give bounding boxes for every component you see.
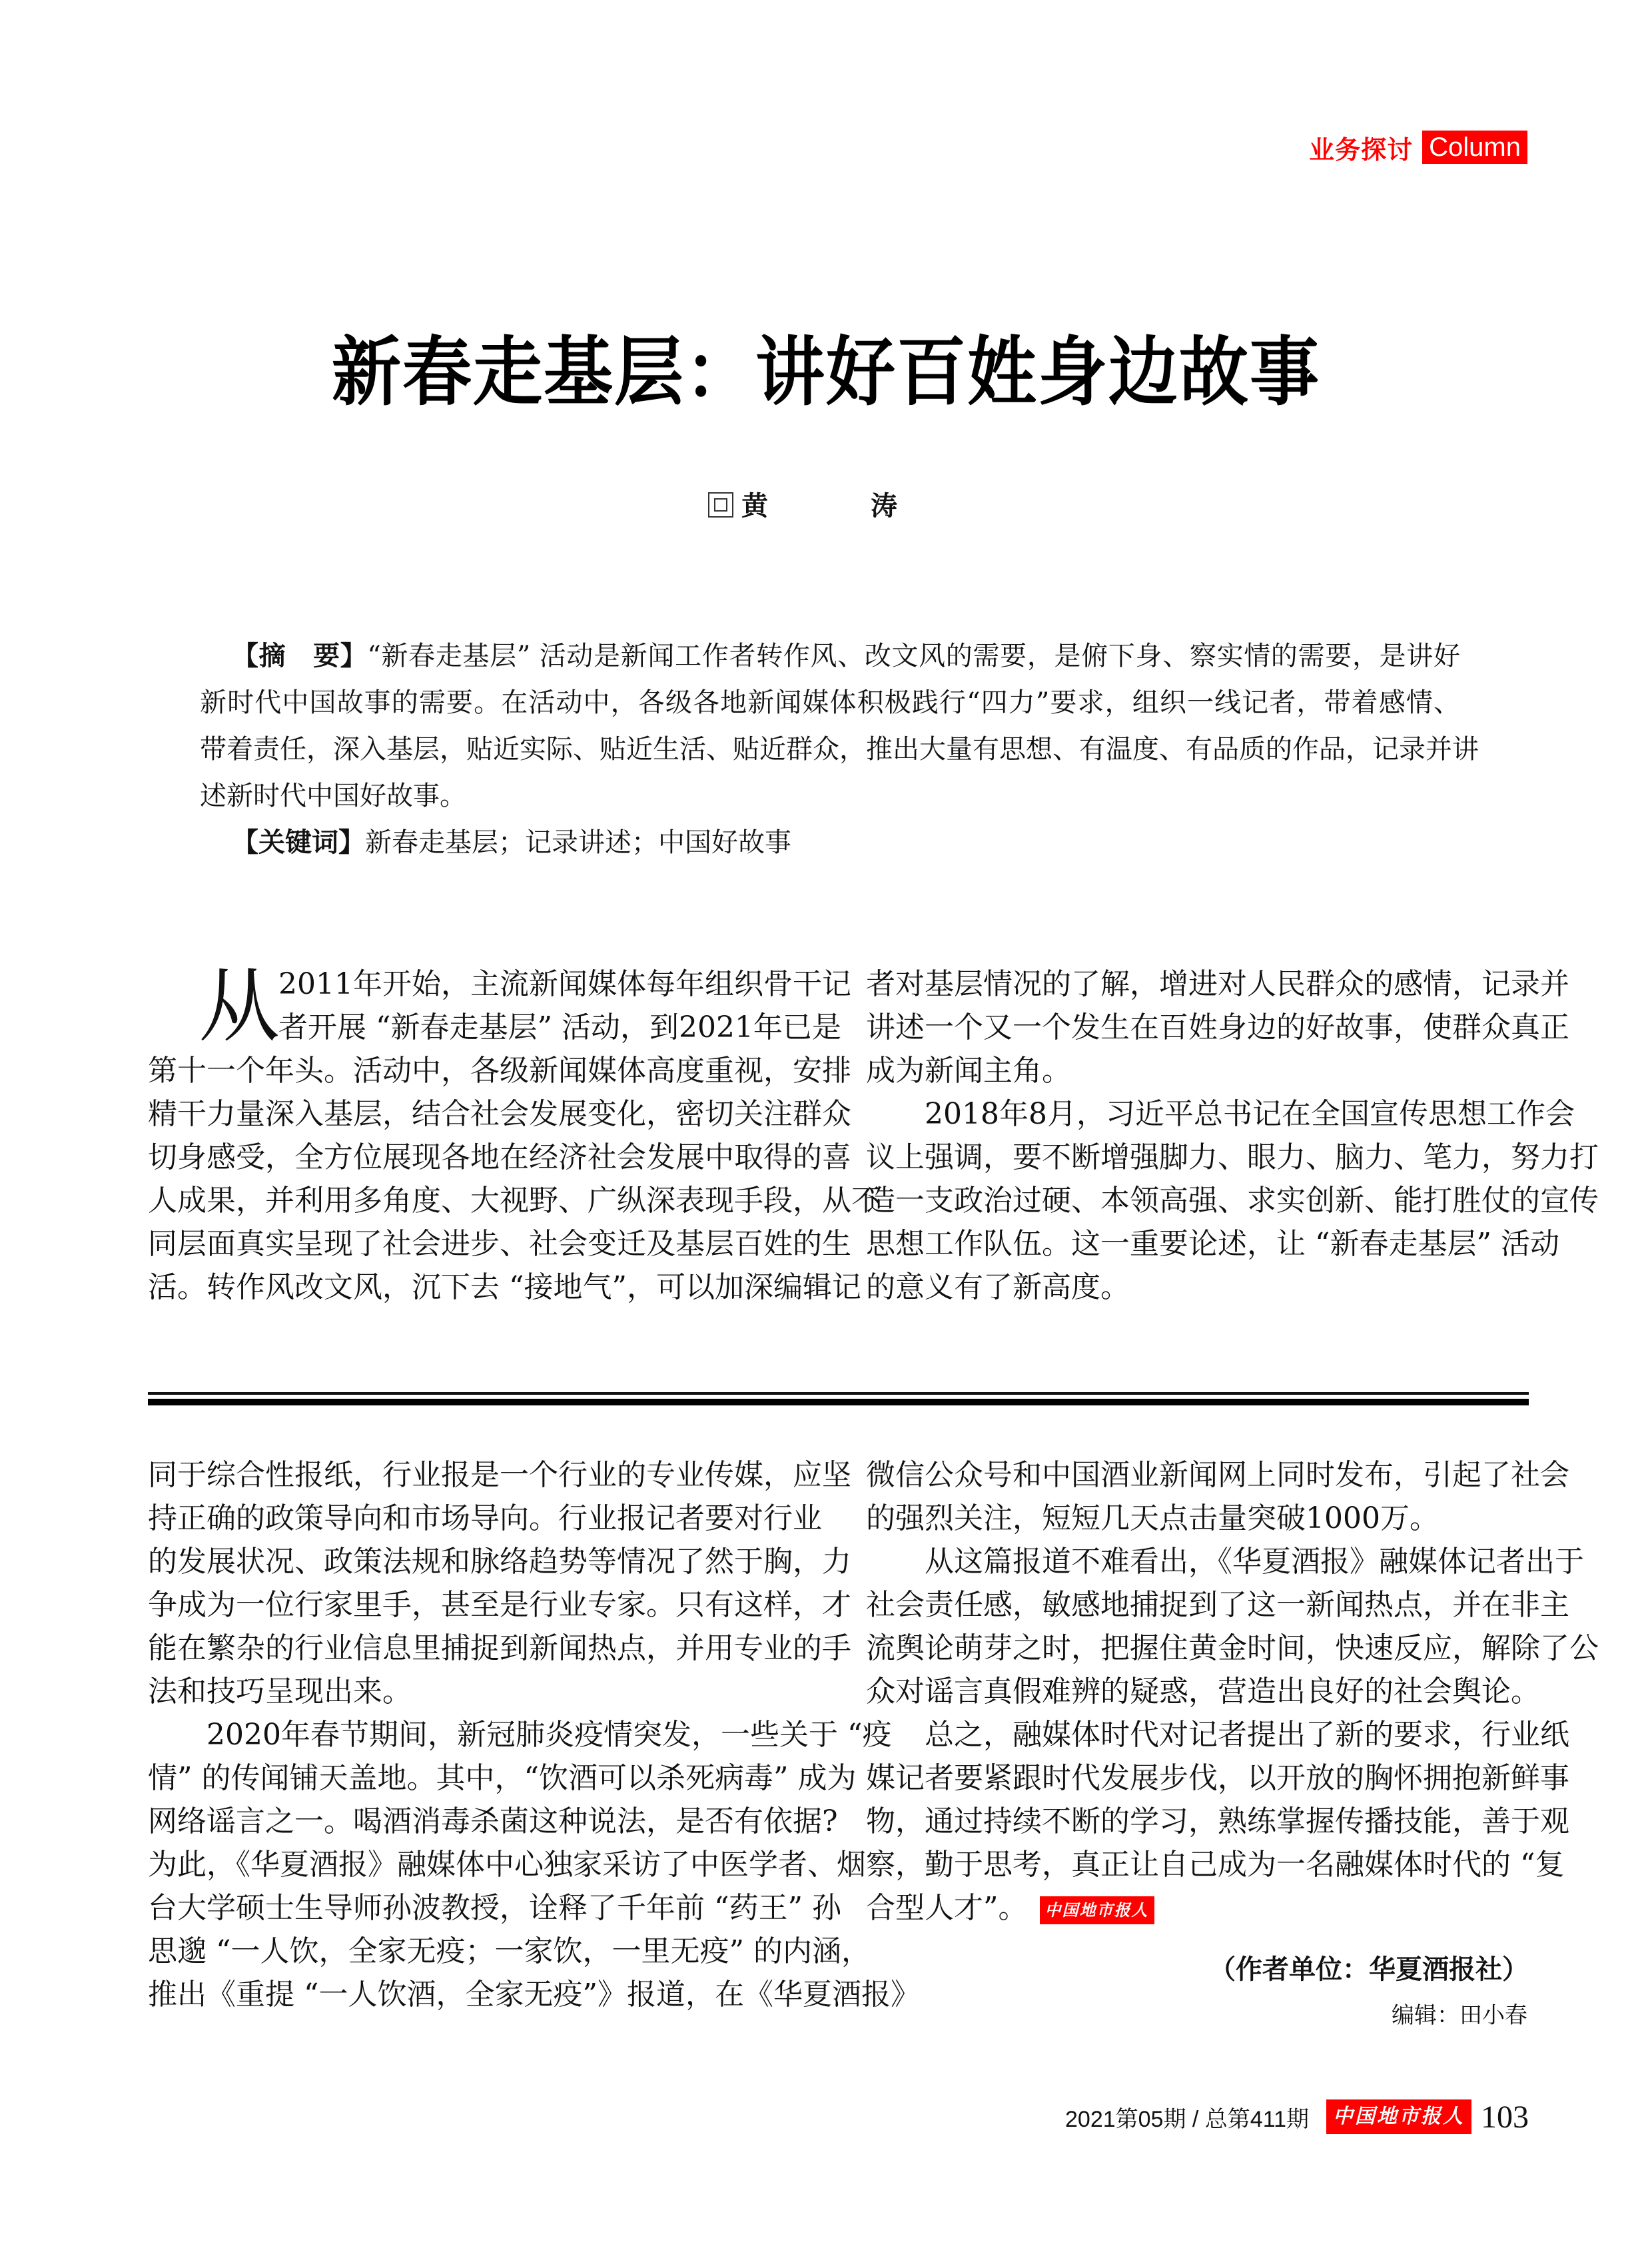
dropcap: 从 — [199, 959, 280, 1054]
body-line: 社会责任感，敏感地捕捉到了这一新闻热点，并在非主 — [866, 1588, 1569, 1622]
section-label-column: Column — [1422, 131, 1527, 164]
abstract-line — [200, 633, 1460, 679]
body-line: 活。转作风改文风，沉下去 “接地气”，可以加深编辑记 — [148, 1270, 861, 1304]
body-line: 思邈 “一人饮，全家无疫；一家饮，一里无疫” 的内涵， — [148, 1934, 871, 1968]
body-line: 者对基层情况的了解，增进对人民群众的感情，记录并 — [866, 967, 1569, 1001]
body-line: 总之，融媒体时代对记者提出了新的要求，行业纸 — [925, 1718, 1569, 1752]
author-affiliation: （作者单位：华夏酒报社） — [1209, 1954, 1529, 1985]
body-line: 法和技巧呈现出来。 — [148, 1675, 412, 1708]
abstract-label: 【摘 要】 — [232, 641, 368, 671]
body-line: 争成为一位行家里手，甚至是行业专家。只有这样，才 — [148, 1588, 851, 1622]
body-line: 网络谣言之一。喝酒消毒杀菌这种说法，是否有依据? — [148, 1804, 838, 1838]
section-tag — [1309, 131, 1527, 164]
abstract-line: 带着责任，深入基层，贴近实际、贴近生活、贴近群众，推出大量有思想、有温度、有品质的作品，记录并讲 — [200, 734, 1479, 765]
body-line: 第十一个年头。活动中，各级新闻媒体高度重视，安排 — [148, 1054, 851, 1088]
double-square-icon — [708, 492, 733, 518]
editor-credit: 编辑：田小春 — [1392, 2002, 1527, 2029]
body-line: 从这篇报道不难看出，《华夏酒报》融媒体记者出于 — [925, 1545, 1584, 1579]
abstract-line: 述新时代中国好故事。 — [200, 781, 466, 811]
body-line: 思想工作队伍。这一重要论述，让 “新春走基层” 活动 — [866, 1227, 1559, 1261]
page-footer — [1065, 2098, 1529, 2135]
body-line: 精干力量深入基层，结合社会发展变化，密切关注群众 — [148, 1097, 851, 1131]
body-line: 为此，《华夏酒报》融媒体中心独家采访了中医学者、烟 — [148, 1848, 866, 1882]
body-line: 物，通过持续不断的学习，熟练掌握传播技能，善于观 — [866, 1804, 1569, 1838]
body-line: 的发展状况、政策法规和脉络趋势等情况了然于胸，力 — [148, 1545, 851, 1579]
body-line: 持正确的政策导向和市场导向。行业报记者要对行业 — [148, 1501, 822, 1535]
publication-logo: 中国地市报人 — [1326, 2099, 1471, 2134]
author-line — [0, 485, 1652, 523]
body-line: 推出《重提 “一人饮酒，全家无疫”》报道，在《华夏酒报》 — [148, 1978, 920, 2012]
body-line: 2011年开始，主流新闻媒体每年组织骨干记 — [278, 967, 851, 1001]
body-line-text: 合型人才”。 — [866, 1891, 1028, 1925]
author-name: 黄 涛 — [741, 491, 944, 522]
body-line: 议上强调，要不断增强脚力、眼力、脑力、笔力，努力打 — [866, 1140, 1599, 1174]
body-line: 成为新闻主角。 — [866, 1054, 1071, 1088]
keywords-label: 【关键词】 — [232, 827, 365, 858]
issue-info: 2021第05期 / 总第411期 — [1065, 2106, 1309, 2132]
keywords-text: 新春走基层；记录讲述；中国好故事 — [365, 827, 791, 858]
body-line: 者开展 “新春走基层” 活动，到2021年已是 — [278, 1010, 841, 1044]
body-line: 能在繁杂的行业信息里捕捉到新闻热点，并用专业的手 — [148, 1631, 851, 1665]
body-line: 情” 的传闻铺天盖地。其中，“饮酒可以杀死病毒” 成为 — [148, 1761, 857, 1795]
body-line: 切身感受，全方位展现各地在经济社会发展中取得的喜 — [148, 1140, 851, 1174]
end-mark-logo: 中国地市报人 — [1040, 1896, 1154, 1924]
body-line: 造一支政治过硬、本领高强、求实创新、能打胜仗的宣传 — [866, 1184, 1599, 1218]
article-title: 新春走基层：讲好百姓身边故事 — [331, 327, 1320, 416]
keywords-line — [200, 819, 1460, 866]
abstract-line: 新时代中国故事的需要。在活动中，各级各地新闻媒体积极践行“四力”要求，组织一线记者，带着感情、 — [200, 687, 1460, 718]
divider-rule-thin — [148, 1392, 1529, 1395]
section-name: 业务探讨 — [1309, 135, 1414, 165]
page-number: 103 — [1481, 2099, 1529, 2135]
body-line: 察，勤于思考，真正让自己成为一名融媒体时代的 “复 — [866, 1848, 1565, 1882]
body-line: 2020年春节期间，新冠肺炎疫情突发，一些关于 “疫 — [206, 1718, 892, 1752]
body-line: 同层面真实呈现了社会进步、社会变迁及基层百姓的生 — [148, 1227, 851, 1261]
body-line: 流舆论萌芽之时，把握住黄金时间，快速反应，解除了公 — [866, 1631, 1599, 1665]
body-line: 的意义有了新高度。 — [866, 1270, 1130, 1304]
body-line: 人成果，并利用多角度、大视野、广纵深表现手段，从不 — [148, 1184, 881, 1218]
body-line: 2018年8月，习近平总书记在全国宣传思想工作会 — [925, 1097, 1575, 1131]
body-line: 同于综合性报纸，行业报是一个行业的专业传媒，应坚 — [148, 1458, 851, 1492]
divider-rule-thick — [148, 1399, 1529, 1405]
body-line: 讲述一个又一个发生在百姓身边的好故事，使群众真正 — [866, 1010, 1569, 1044]
body-line: 微信公众号和中国酒业新闻网上同时发布，引起了社会 — [866, 1458, 1569, 1492]
body-line: 众对谣言真假难辨的疑惑，营造出良好的社会舆论。 — [866, 1675, 1540, 1708]
body-line: 台大学硕士生导师孙波教授，诠释了千年前 “药王” 孙 — [148, 1891, 841, 1925]
body-line: 媒记者要紧跟时代发展步伐，以开放的胸怀拥抱新鲜事 — [866, 1761, 1569, 1795]
body-line-ending — [866, 1887, 1529, 1930]
abstract-text: “新春走基层” 活动是新闻工作者转作风、改文风的需要，是俯下身、察实情的需要，是讲好 — [367, 641, 1460, 671]
body-line: 的强烈关注，短短几天点击量突破1000万。 — [866, 1501, 1439, 1535]
